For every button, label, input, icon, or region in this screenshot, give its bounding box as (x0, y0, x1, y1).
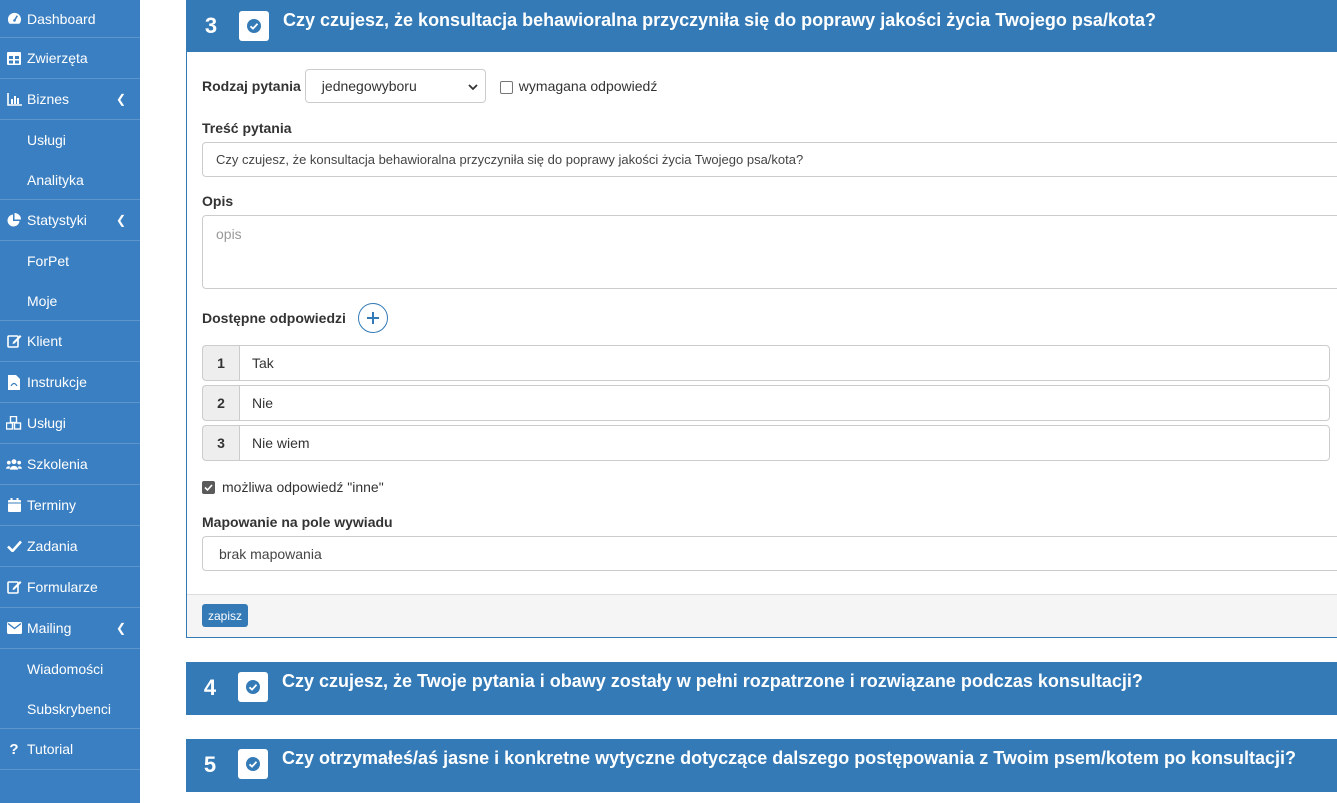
chevron-down-icon (467, 80, 479, 96)
question-title: Czy czujesz, że Twoje pytania i obawy zostały w pełni rozpatrzone i rozwiązane podczas konsultacji? (282, 671, 1143, 691)
sidebar-item-statystyki[interactable] (0, 200, 140, 241)
sidebar-item-szkolenia[interactable] (0, 444, 140, 485)
other-answer-label: możliwa odpowiedź "inne" (222, 479, 384, 495)
check-icon (6, 538, 22, 554)
sidebar-subitem-wiadomosci[interactable] (0, 649, 140, 689)
sidebar-item-label: Wiadomości (27, 661, 104, 677)
sidebar-item-label: Analityka (27, 171, 84, 188)
answer-row (202, 385, 1330, 421)
content-value: Czy czujesz, że konsultacja behawioralna przyczyniła się do poprawy jakości życia Twojego psa/kota? (216, 152, 804, 167)
sidebar-item-label: Klient (27, 333, 63, 349)
save-button[interactable]: zapisz (202, 604, 248, 627)
cubes-icon (6, 415, 22, 431)
sidebar-item-mailing[interactable] (0, 608, 140, 649)
question-check-icon[interactable] (238, 749, 268, 779)
edit-icon (6, 333, 22, 349)
envelope-icon (6, 620, 22, 636)
sidebar-item-label: Szkolenia (27, 456, 88, 472)
sidebar-item-klient[interactable] (0, 321, 140, 362)
question-type-select[interactable] (305, 69, 486, 103)
answers-label: Dostępne odpowiedzi (202, 310, 346, 326)
sidebar-item-zadania[interactable] (0, 526, 140, 567)
answer-input[interactable]: Tak (239, 345, 1330, 381)
sidebar-item-label: Zadania (27, 538, 78, 554)
sidebar-item-label: Zwierzęta (27, 50, 88, 66)
answer-input[interactable]: Nie wiem (239, 425, 1330, 461)
answer-input[interactable]: Nie (239, 385, 1330, 421)
question-header-3[interactable] (187, 1, 1337, 52)
question-icon: ? (9, 740, 19, 758)
users-icon (6, 456, 22, 472)
pie-chart-icon (6, 212, 22, 228)
sidebar-subitem-analityka[interactable] (0, 160, 140, 200)
content-input[interactable] (202, 142, 1337, 177)
dashboard-icon (6, 11, 22, 27)
other-answer-checkbox[interactable] (202, 481, 215, 494)
sidebar-subitem-subskrybenci[interactable] (0, 689, 140, 729)
sidebar-item-label: Tutorial (27, 741, 74, 757)
sidebar-item-zwierzeta[interactable] (0, 38, 140, 79)
table-icon (6, 50, 22, 66)
required-label: wymagana odpowiedź (518, 78, 658, 94)
sidebar-item-biznes[interactable] (0, 79, 140, 120)
question-card-3 (186, 0, 1337, 638)
question-title: Czy czujesz, że konsultacja behawioralna przyczyniła się do poprawy jakości życia Twojego psa/kota? (283, 10, 1156, 30)
bar-chart-icon (6, 91, 22, 107)
answer-number: 1 (202, 345, 239, 381)
chevron-left-icon: ❮ (115, 213, 126, 227)
description-textarea[interactable] (202, 215, 1337, 289)
description-label: Opis (202, 193, 234, 209)
question-type-value: jednegowyboru (321, 78, 417, 94)
sidebar-item-label: Biznes (27, 91, 70, 107)
question-number: 5 (203, 751, 217, 777)
content-label: Treść pytania (202, 120, 292, 136)
answer-row (202, 425, 1330, 461)
calendar-icon (6, 497, 22, 513)
sidebar-item-instrukcje[interactable] (0, 362, 140, 403)
sidebar-item-label: Usługi (27, 132, 66, 148)
pdf-file-icon (6, 374, 22, 390)
question-card-4[interactable] (186, 662, 1337, 715)
sidebar-item-label: Formularze (27, 579, 98, 595)
mapping-label: Mapowanie na pole wywiadu (202, 514, 393, 530)
sidebar-item-label: Mailing (27, 620, 72, 636)
edit-icon (6, 579, 22, 595)
sidebar-item-tutorial[interactable] (0, 729, 140, 770)
question-card-5[interactable] (186, 739, 1337, 792)
question-number: 3 (204, 12, 218, 38)
sidebar-item-dashboard[interactable] (0, 0, 140, 38)
sidebar (0, 0, 140, 803)
description-placeholder: opis (216, 226, 242, 242)
question-title: Czy otrzymałeś/aś jasne i konkretne wytyczne dotyczące dalszego postępowania z Twoim psem/kotem po konsultacji? (282, 748, 1296, 768)
mapping-value: brak mapowania (219, 545, 322, 562)
chevron-left-icon: ❮ (115, 92, 126, 106)
chevron-left-icon: ❮ (115, 621, 126, 635)
mapping-select[interactable] (202, 536, 1337, 571)
sidebar-item-label: Moje (27, 292, 58, 309)
required-checkbox[interactable] (500, 81, 513, 94)
sidebar-item-label: Statystyki (27, 212, 87, 228)
sidebar-item-label: ForPet (27, 253, 70, 269)
plus-icon (367, 308, 379, 328)
answer-number: 3 (202, 425, 239, 461)
answer-row (202, 345, 1330, 381)
sidebar-item-label: Usługi (27, 415, 66, 431)
sidebar-item-terminy[interactable] (0, 485, 140, 526)
sidebar-item-label: Terminy (27, 497, 77, 513)
question-check-icon[interactable] (239, 11, 269, 41)
sidebar-subitem-moje[interactable] (0, 281, 140, 321)
question-header-5[interactable] (186, 739, 1337, 792)
sidebar-subitem-forpet[interactable] (0, 241, 140, 281)
sidebar-item-formularze[interactable] (0, 567, 140, 608)
question-header-4[interactable] (186, 662, 1337, 715)
sidebar-item-label: Instrukcje (27, 374, 87, 390)
question-number: 4 (203, 674, 217, 700)
question-footer (187, 594, 1337, 637)
question-check-icon[interactable] (238, 672, 268, 702)
sidebar-subitem-uslugi[interactable] (0, 120, 140, 160)
question-type-label: Rodzaj pytania (202, 78, 301, 94)
add-answer-button[interactable] (358, 303, 388, 333)
sidebar-item-label: Subskrybenci (27, 700, 112, 717)
answer-number: 2 (202, 385, 239, 421)
question-form (187, 69, 1337, 571)
sidebar-item-label: Dashboard (27, 10, 96, 27)
sidebar-item-uslugi[interactable] (0, 403, 140, 444)
